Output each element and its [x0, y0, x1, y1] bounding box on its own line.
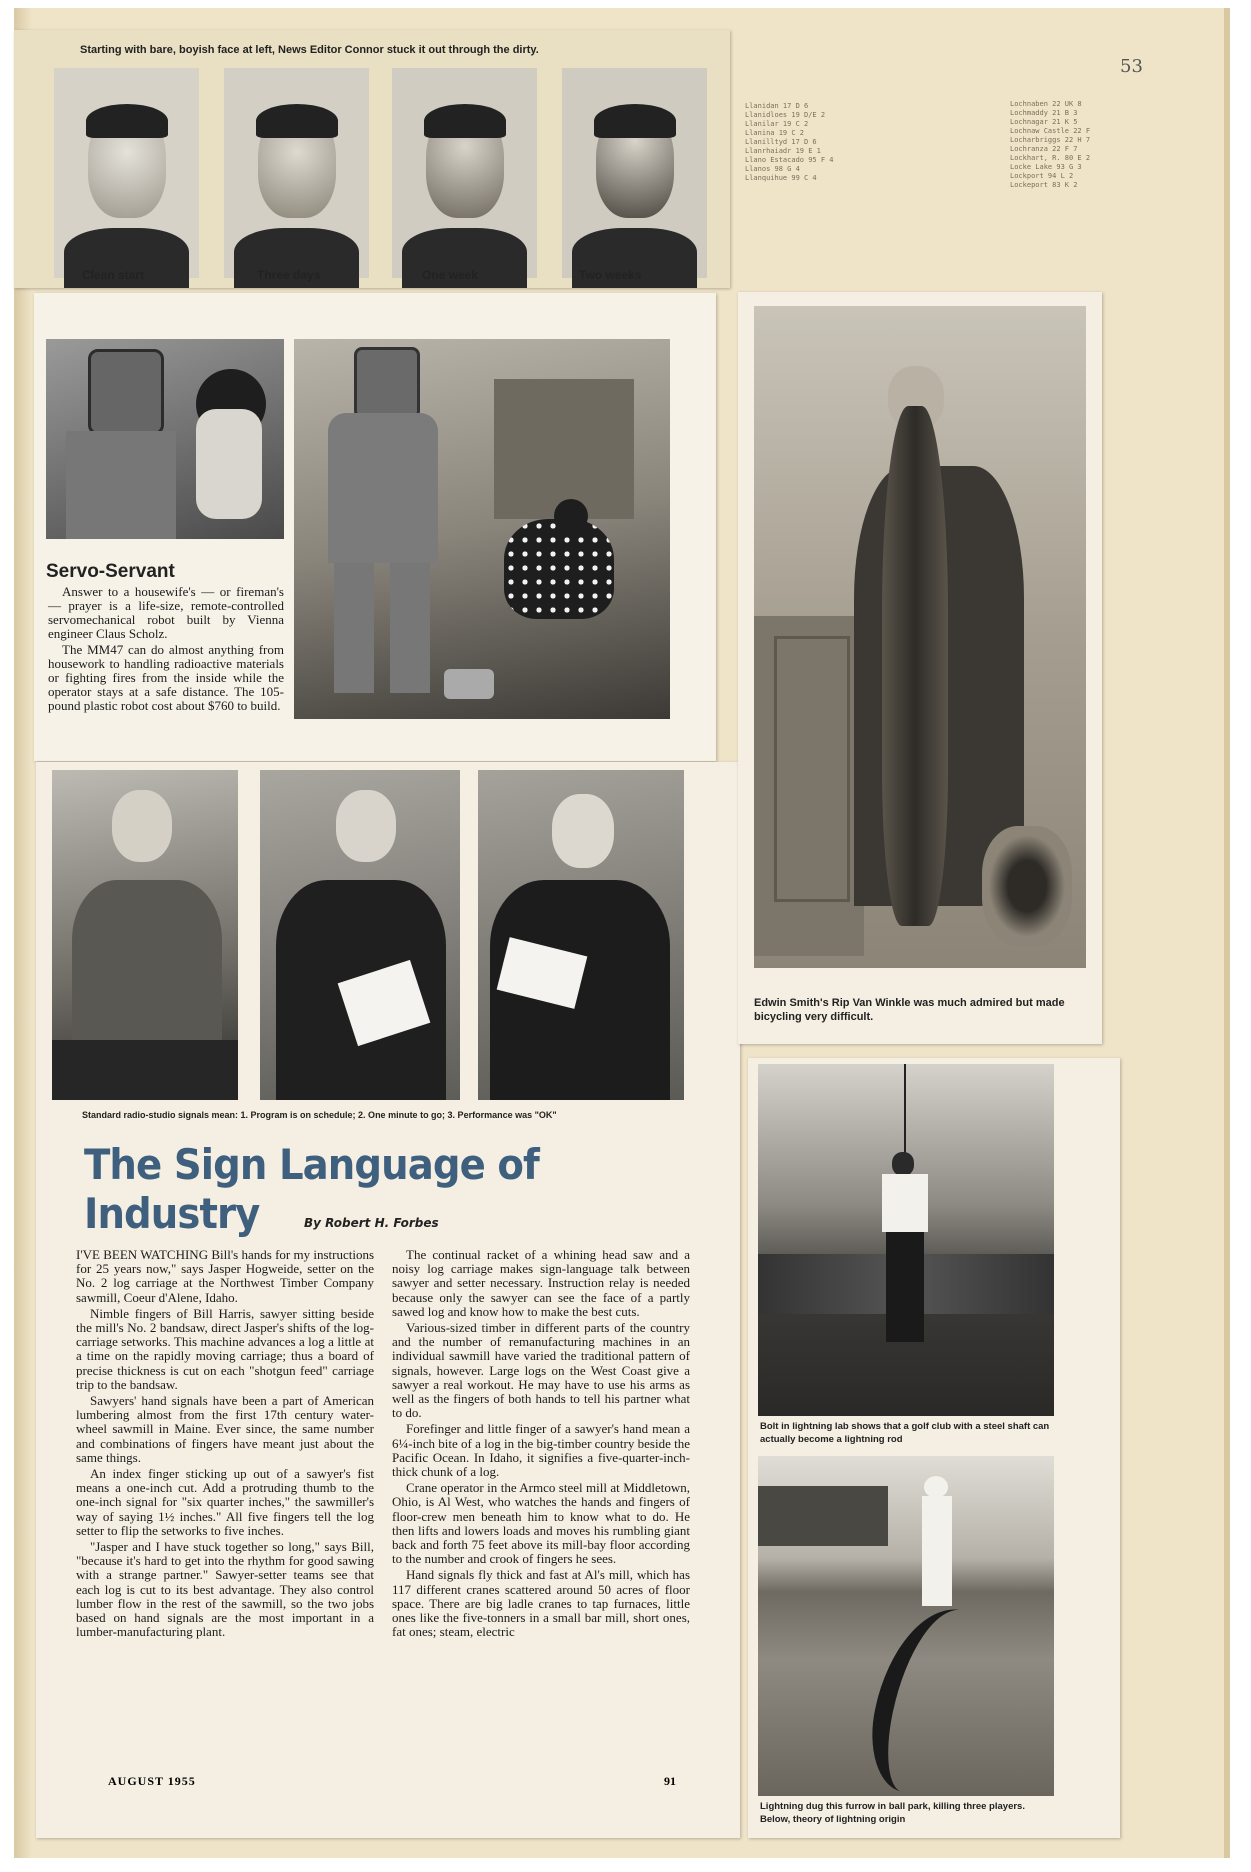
lightning-furrow-photo: [758, 1456, 1054, 1796]
article-col2-para-4: Crane operator in the Armco steel mill at Middletown, Ohio, is Al West, who watches the hands and fingers of floor-crew men beneath him to know what to do. He then lifts and lowers loads and moves his rumbling giant back and forth 75 feet above its mill-bay floor according to the number and crook of fingers he sees.: [392, 1480, 690, 1567]
sign-language-article-clipping: [36, 762, 740, 1838]
page-number: 53: [1120, 56, 1143, 77]
article-byline: By Robert H. Forbes: [304, 1216, 439, 1230]
robot-vacuuming-photo: [294, 339, 670, 719]
lightning-clipping: [748, 1058, 1120, 1838]
article-col1-para-2: Nimble fingers of Bill Harris, sawyer sitting beside the mill's No. 2 bandsaw, direct Jasper's shifts of the log-carriage setworks. This machine advances a log a little at a time on the rapidly moving carriage; thus a board of precise thickness is cut on each "shotgun feed" carriage trip to the bandsaw.: [76, 1305, 374, 1392]
servo-paragraph-2: The MM47 can do almost anything from housework to handling radioactive materials or fighting fires from the inside while the operator stays at a safe distance. The 105-pound plastic robot cost about $760 to build.: [48, 642, 284, 713]
caption-one-week: One week: [422, 268, 479, 282]
lightning-caption: Lightning dug this furrow in ball park, killing three players. Below, theory of lightning origin: [760, 1801, 1025, 1825]
servo-servant-clipping: [34, 293, 716, 761]
article-col2-para-1: The continual racket of a whining head saw and a noisy log carriage makes sign-language talk between sawyer and setter necessary. Instruction relay is needed because only the sawyer can see the face of a partly sawed log and know how to make the best cuts.: [392, 1247, 690, 1319]
robot-lighting-cigarette-photo: [46, 339, 284, 539]
rip-van-winkle-caption: Edwin Smith's Rip Van Winkle was much admired but made bicycling very difficult.: [754, 997, 1065, 1023]
caption-three-days: Three days: [257, 268, 321, 282]
article-column-1: [76, 1248, 374, 1641]
article-col2-para-5: Hand signals fly thick and fast at Al's mill, which has 117 different cranes scattered around 50 acres of floor space. There are big ladle cranes to tap furnaces, little ones like the five-tonners in a small bar mill, short ones, fat ones; steam, electric: [392, 1567, 690, 1640]
servo-text: [48, 585, 284, 715]
article-col1-para-3: Sawyers' hand signals have been a part of American lumbering almost from the first 17th century water-wheel sawmill in Maine. Ever since, the same number and combinations of fingers have meant just about the same things.: [76, 1393, 374, 1465]
beard-clipping-header: Starting with bare, boyish face at left, News Editor Connor stuck it out through the dirty.: [80, 44, 539, 56]
article-title: The Sign Language of Industry: [84, 1140, 539, 1238]
face-photo-clean-start: [54, 68, 199, 278]
article-footer-page: 91: [664, 1774, 676, 1788]
article-col1-para-4: An index finger sticking up out of a sawyer's fist means a one-inch cut. Add a protruding thumb to the one-inch signal for "six quarter inches," the sawmiller's way of saying 1½ inches." All five fingers tell the log setter to flip the setworks to five inches.: [76, 1466, 374, 1538]
rip-van-winkle-clipping: [738, 292, 1102, 1044]
caption-clean-start: Clean start: [82, 268, 145, 282]
face-photo-two-weeks: [562, 68, 707, 278]
face-photo-three-days: [224, 68, 369, 278]
radio-signal-photo-1: [52, 770, 238, 1100]
article-footer-date: AUGUST 1955: [108, 1774, 196, 1788]
radio-signal-photo-3: [478, 770, 684, 1100]
servo-title: Servo-Servant: [46, 561, 175, 582]
article-col2-para-3: Forefinger and little finger of a sawyer's hand mean a 6¼-inch bite of a log in the big-timber country beside the Pacific Ocean. In Idaho, it signifies a five-quarter-inch-thick chunk of a log.: [392, 1421, 690, 1480]
beard-growth-clipping: [14, 30, 730, 288]
servo-paragraph-1: Answer to a housewife's — or fireman's — prayer is a life-size, remote-controlled servomechanical robot built by Vienna engineer Claus Scholz.: [48, 584, 284, 641]
article-col1-para-1: I'VE BEEN WATCHING Bill's hands for my instructions for 25 years now," says Jasper Hogweide, setter on the No. 2 log carriage at the Northwest Timber Company sawmill, Coeur d'Alene, Idaho.: [76, 1247, 375, 1305]
index-column-2: Lochnaben 22 UK 8 Lochmaddy 21 B 3 Lochnagar 21 K 5 Lochnaw Castle 22 F Locharbriggs 22 H 7 Lochranza 22 F 7 Lockhart, R. 80 E 2 Locke Lake 93 G 3 Lockport 94 L 2 Lockeport 83 K 2: [1010, 100, 1091, 189]
face-photo-one-week: [392, 68, 537, 278]
radio-signal-photo-2: [260, 770, 460, 1100]
bolt-lightning-lab-photo: [758, 1064, 1054, 1416]
article-column-2: [392, 1248, 690, 1641]
index-column-1: Llanidan 17 D 6 Llanidloes 19 D/E 2 Llanilar 19 C 2 Llanina 19 C 2 Llanilltyd 17 D 6 Llanrhaiadr 19 E 1 Llano Estacado 95 F 4 Llanos 98 G 4 Llanquihue 99 C 4: [745, 102, 834, 182]
caption-two-weeks: Two weeks: [579, 268, 642, 282]
article-col1-para-5: "Jasper and I have stuck together so long," says Bill, "because it's hard to get into the rhythm for good sawing with a strange partner." Sawyer-setter teams see that each log is cut to its best advantage. They also control lumber flow in the rest of the sawmill, so the two jobs based on hand signals are the most important in a lumber-manufacturing plant.: [76, 1539, 374, 1640]
bolt-caption: Bolt in lightning lab shows that a golf club with a steel shaft can actually become a lightning rod: [760, 1421, 1050, 1445]
long-beard-man-photo: [754, 306, 1086, 968]
radio-signals-caption: Standard radio-studio signals mean: 1. Program is on schedule; 2. One minute to go; 3. Performance was "OK": [82, 1110, 557, 1120]
article-col2-para-2: Various-sized timber in different parts of the country and the number of remanufacturing machines in an individual sawmill have varied the traditional pattern of signals, however. Large logs on the West Coast give a sawyer a real workout. He may have to use his arms as well as the fingers of both hands to tell his partner what to do.: [392, 1320, 690, 1421]
